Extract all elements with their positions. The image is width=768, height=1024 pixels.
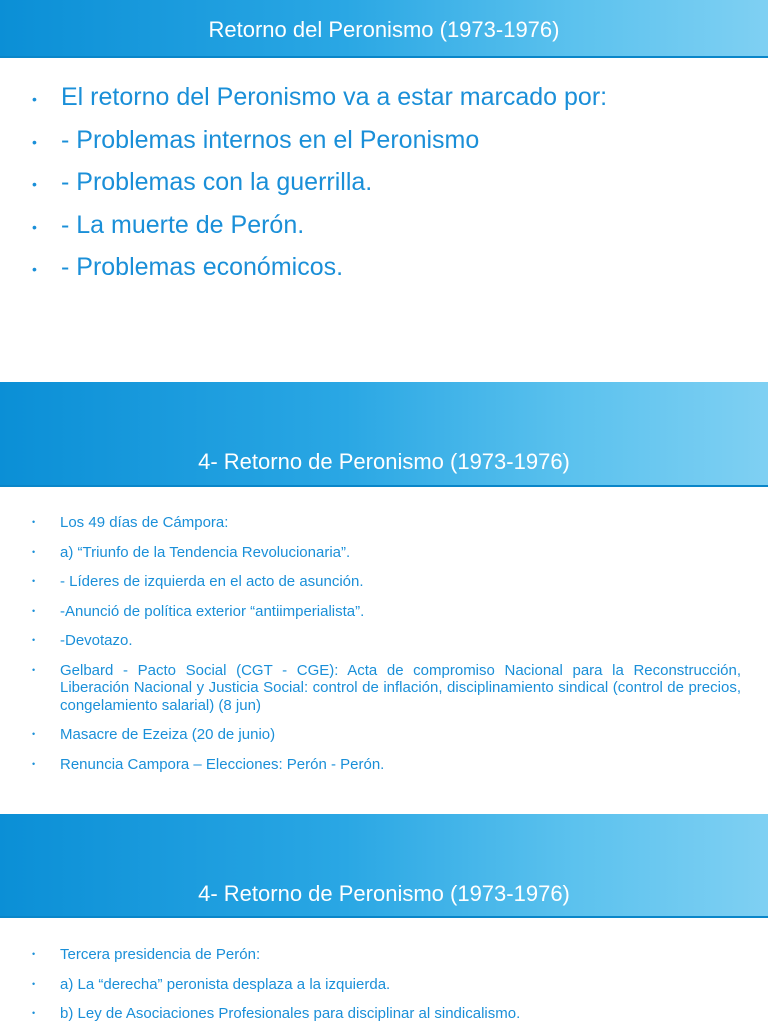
bullet-icon: • — [32, 978, 36, 989]
slide1-body — [0, 58, 768, 382]
list-item — [32, 514, 741, 532]
bullet-text: b) Ley de Asociaciones Profesionales para disciplinar al sindicalismo. — [60, 1005, 521, 1022]
list-item — [32, 125, 748, 155]
bullet-text: a) “Triunfo de la Tendencia Revolucionaria”. — [60, 543, 351, 561]
bullet-text: - La muerte de Perón. — [61, 210, 305, 239]
bullet-text: -Devotazo. — [60, 632, 133, 649]
slide3-header — [0, 814, 768, 918]
bullet-icon: • — [32, 729, 36, 739]
bullet-icon: • — [32, 664, 36, 675]
list-item — [32, 167, 748, 197]
list-item — [32, 946, 741, 964]
bullet-text: El retorno del Peronismo va a estar marcado por: — [61, 83, 608, 111]
list-item — [32, 603, 741, 621]
slide2-body — [0, 487, 768, 814]
slide2-bullet-list — [0, 487, 768, 773]
bullet-icon: • — [32, 218, 37, 235]
bullet-icon: • — [32, 261, 37, 277]
bullet-text: Renuncia Campora – Elecciones: Perón - Perón. — [60, 755, 385, 773]
list-item — [32, 632, 741, 650]
bullet-icon: • — [32, 546, 36, 557]
bullet-icon: • — [32, 1008, 36, 1018]
bullet-text: - Problemas económicos. — [61, 253, 344, 281]
bullet-text: Masacre de Ezeiza (20 de junio) — [60, 726, 276, 743]
list-item — [32, 252, 748, 282]
list-item — [32, 82, 748, 112]
list-item — [32, 210, 748, 240]
bullet-icon: • — [32, 949, 36, 959]
bullet-text: - Líderes de izquierda en el acto de asunción. — [60, 573, 364, 590]
list-item — [32, 662, 741, 715]
slide1-title: Retorno del Peronismo (1973-1976) — [208, 17, 560, 42]
bullet-icon: • — [32, 758, 36, 769]
list-item — [32, 573, 741, 591]
bullet-icon: • — [32, 605, 36, 616]
bullet-icon: • — [32, 176, 37, 192]
slide3-body — [0, 918, 768, 1024]
bullet-text: a) La “derecha” peronista desplaza a la izquierda. — [60, 975, 391, 993]
bullet-text: - Problemas con la guerrilla. — [61, 168, 373, 196]
list-item — [32, 1005, 741, 1023]
bullet-text: Gelbard - Pacto Social (CGT - CGE): Acta de compromiso Nacional para la Reconstrucción, Liberación Nacional y Justicia Social: control de inflación, disciplinamiento sindical (control de precios, congelamiento salarial) (8 jun) — [60, 661, 741, 714]
slide1-bullet-list — [0, 58, 768, 282]
list-item — [32, 756, 741, 774]
list-item — [32, 544, 741, 562]
bullet-icon: • — [32, 517, 36, 527]
bullet-icon: • — [32, 576, 36, 586]
bullet-icon: • — [32, 133, 37, 150]
slide3-title: 4- Retorno de Peronismo (1973-1976) — [198, 881, 570, 906]
slide2-header — [0, 382, 768, 487]
bullet-text: Tercera presidencia de Perón: — [60, 946, 261, 963]
slide1-header — [0, 0, 768, 58]
bullet-icon: • — [32, 91, 37, 107]
slide3-bullet-list — [0, 918, 768, 1023]
slide2-title: 4- Retorno de Peronismo (1973-1976) — [198, 449, 570, 474]
list-item — [32, 726, 741, 744]
bullet-text: - Problemas internos en el Peronismo — [61, 125, 480, 154]
bullet-text: Los 49 días de Cámpora: — [60, 514, 229, 531]
list-item — [32, 976, 741, 994]
bullet-icon: • — [32, 635, 36, 645]
bullet-text: -Anunció de política exterior “antiimperialista”. — [60, 602, 365, 620]
